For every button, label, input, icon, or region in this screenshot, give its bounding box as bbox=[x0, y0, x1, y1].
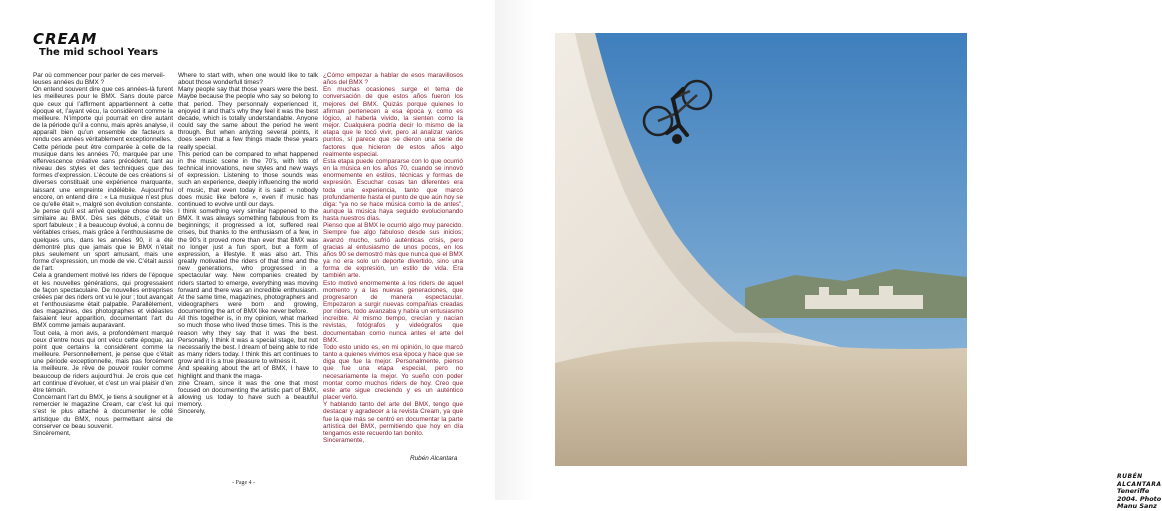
bmx-photo-illustration bbox=[555, 33, 967, 466]
rider-name: RUBÉN ALCANTARA bbox=[1117, 473, 1162, 488]
rider-helmet bbox=[672, 134, 682, 144]
bmx-photo bbox=[555, 33, 1162, 510]
left-page bbox=[0, 0, 500, 500]
page-number: - Page 4 - bbox=[232, 480, 256, 486]
article-header bbox=[33, 31, 158, 59]
author-signature: Rubén Alcantara bbox=[410, 455, 458, 462]
english-column bbox=[178, 72, 318, 467]
spine-shadow bbox=[495, 0, 535, 500]
dirt-ground bbox=[555, 342, 967, 466]
photo-credit bbox=[1117, 473, 1162, 511]
english-text: Where to start with, when one would like to talk about those wonderfull times? Many people say that those years were the best. Maybe because the people who say so belong to that period. They personnaly experienced it, enjoyed it and that’s why they feel it was the best decade, which is totally understandable. Anyone could say the same about the period he went through. But when anlyzing several points, it does seem that a few things made these years really special. This period can be compared to what happened in the music scene in the 70’s, with lots of technical innovations, new styles and new ways of expression. Listening to those sounds was such an experience, deeply influencing the world of music, that even today it is said: « nobody does music like before », even if music has continued to evolve until our days. I think something very similar happened to the BMX. It was always something fabulous from its beginnings; it progressed a lot, suffered real crises, but thanks to the enthusiasm of a few, in the 90’s it proved more than ever that BMX was no longer just a fun sport, but a form of expression, a lifestyle. It was also art. This greatly motivated the riders of that time and the new generations, who progressed in a spectacular way. New companies created by riders started to emerge, everything was moving forward and there was an incredible enthusiasm. At the same time, magazines, photographers and videographers were born and growing, documenting the art of BMX like never before. All this together is, in my opinion, what marked so much those who lived those times. This is the reason why they say that it was the best. Personally, I think it was a special stage, but not necessarily the best. I dream of being able to ride as many riders today. I think this art continues to grow and it is a true pleasure to witness it. And speaking about the art of BMX, I have to highlight and thank the maga- zine Cream, since it was the one that most focused on documenting the artistic part of BMX, allowing us today to have such a beautiful memory. Sincerely, bbox=[178, 72, 318, 416]
magazine-title: CREAM bbox=[33, 30, 98, 48]
spanish-column bbox=[323, 72, 463, 467]
french-column bbox=[33, 72, 173, 467]
french-text: Par où commencer pour parler de ces merveil- leuses années du BMX ? On entend souvent dire que ces années-là furent les meilleures pour le BMX. Sans doute parce que ceux qui l’affirment appartiennent à cette époque et, l’ayant vécu, la considèrent comme la meilleure. N’importe qui pourrait en dire autant de la période qu’il a connu, mais après analyse, il apparaît bien qu’un ensemble de facteurs a rendu ces années véritablement exceptionnelles. Cette période peut être comparée à celle de la musique dans les années 70, marquée par une effervescence créative sans précédent, tant au niveau des styles et des techniques que des formes d’expression. L’écoute de ces créations si diverses constituait une expérience marquante, laissant une empreinte indélébile. Aujourd’hui encore, on entend dire : « La musique n’est plus ce qu’elle était », malgré son évolution constante. Je pense qu’il est arrivé quelque chose de très similaire au BMX. Dès ses débuts, c’était un sport fabuleux ; il a beaucoup évolué, a connu de véritables crises, mais grâce à l’enthousiasme de quelques uns, dans les années 90, il a été démontré plus que jamais que le BMX n’était plus seulement un sport amusant, mais une forme d’expression, un mode de vie. C’était aussi de l’art. Cela a grandement motivé les riders de l’époque et les nouvelles générations, qui progressaient de façon spectaculaire. De nouvelles entreprises créées par des riders ont vu le jour ; tout avançait et l’enthousiasme était palpable. Parallèlement, des magazines, des photographes et vidéastes faisaient leur apparition, documentant l’art du BMX comme jamais auparavant. Tout cela, à mon avis, a profondément marqué ceux d’entre nous qui ont vécu cette époque, au point que certains la considèrent comme la meilleure. Personnellement, je pense que c’était une période exceptionnelle, mais pas forcément la meilleure. Je rêve de pouvoir rouler comme beaucoup de riders aujourd’hui. Je crois que cet art continue d’évoluer, et c’est un vrai plaisir d’en être témoin. Concernant l’art du BMX, je tiens à souligner et à remercier le magazine Cream, car c’est lui qui s’est le plus attaché à documenter le côté artistique du BMX, nous permettant ainsi de conserver ce beau souvenir. Sincèrement, bbox=[33, 72, 173, 437]
article-subtitle: The mid school Years bbox=[39, 47, 159, 58]
spanish-text: ¿Cómo empezar a hablar de esos maravillosos años del BMX ? En muchas ocasiones surge el tema de conversación de que estos años fueron los mejores del BMX. Quizás porque quienes lo afirman pertenecen a esa época y, como es lógico, al haberla vivido, la sienten como la mejor. Cualquiera podría decir lo mismo de la etapa que le tocó vivir, pero al analizar varios puntos, sí parece que se dieron una serie de factores que hicieron de estos años algo realmente especial. Esta etapa puede compararse con lo que ocurrió en la música en los años 70, cuando se innovó enormemente en estilos, técnicas y formas de expresión. Escuchar cosas tan diferentes era toda una experiencia, tanto que marcó profundamente hasta el punto de que aún hoy se diga: “ya no se hace música como la de antes”, aunque la música haya seguido evolucionando hasta nuestros días. Pienso que al BMX le ocurrió algo muy parecido. Siempre fue algo fabuloso desde sus inicios; avanzó mucho, sufrió auténticas crisis, pero gracias al entusiasmo de unos pocos, en los años 90 se demostró más que nunca que el BMX ya no era solo un deporte divertido, sino una forma de expresión, un estilo de vida. Era también arte. Esto motivó enormemente a los riders de aquel momento y a las nuevas generaciones, que progresaron de manera espectacular. Empezaron a surgir nuevas compañías creadas por riders, todo avanzaba y había un entusiasmo increíble. Al mismo tiempo, crecían y nacían revistas, fotógrafos y videógrafos que documentaban como nunca antes el arte del BMX. Todo esto unido es, en mi opinión, lo que marcó tanto a quienes vivimos esa época y hace que se diga que fue la mejor. Personalmente, pienso que fue una etapa especial, pero no necesariamente la mejor. Yo sueño con poder montar como muchos riders de hoy. Creo que este arte sigue creciendo y es un auténtico placer verlo. Y hablando tanto del arte del BMX, tengo que destacar y agradecer a la revista Cream, ya que fue la que más se centró en documentar la parte artística del BMX, permitiendo que hoy en día tengamos este recuerdo tan bonito. Sinceramente, bbox=[323, 72, 463, 444]
photo-caption: Teneriffe 2004. Photo Manu Sanz bbox=[1117, 487, 1162, 510]
